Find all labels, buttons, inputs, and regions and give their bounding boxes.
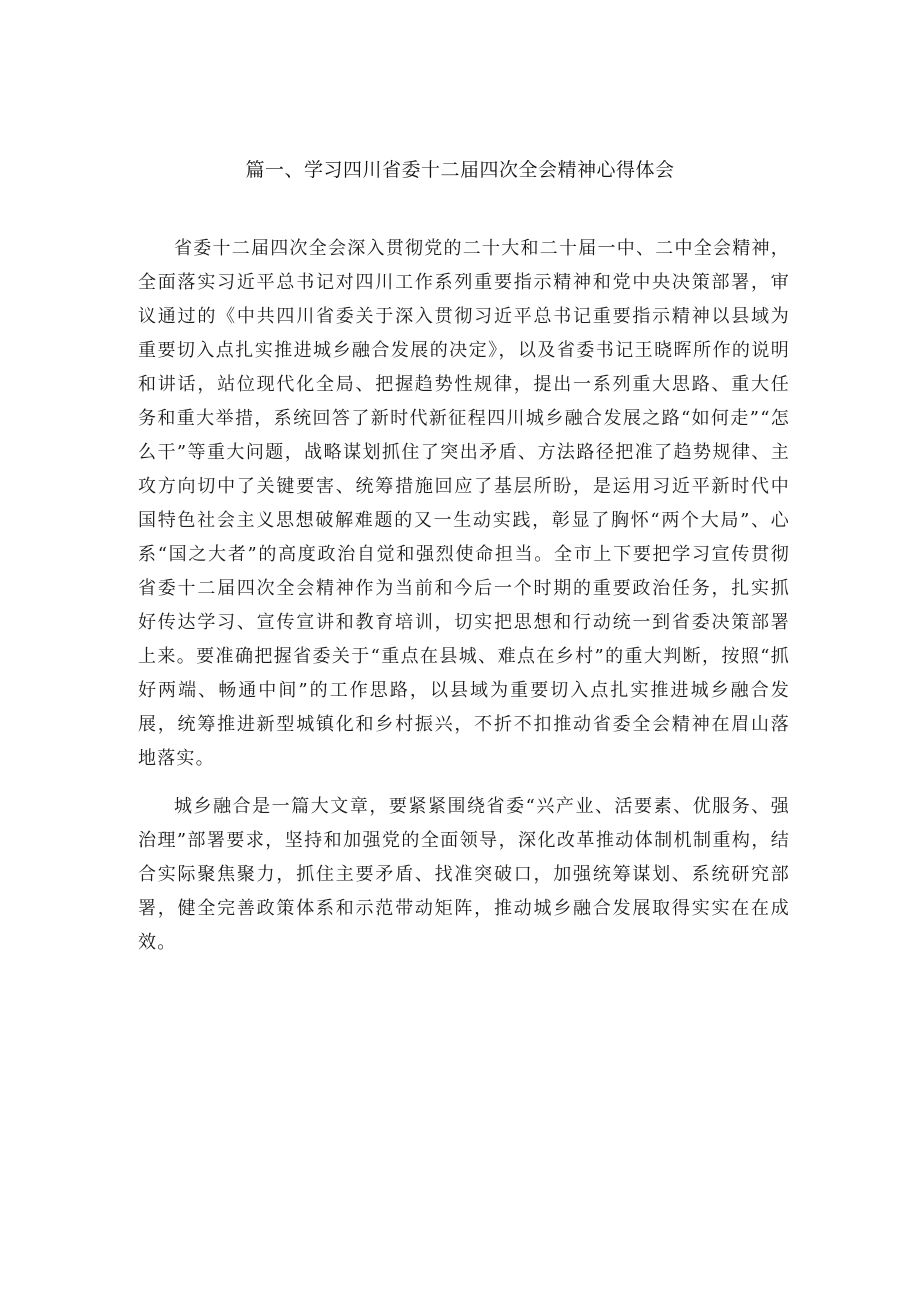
paragraph-2: 城乡融合是一篇大文章，要紧紧围绕省委“兴产业、活要素、优服务、强治理”部署要求，坚持和加强党的全面领导，深化改革推动体制机制重构，结合实际聚焦聚力，抓住主要矛盾、找准突破口，加强统筹谋划、系统研究部署，健全完善政策体系和示范带动矩阵，推动城乡融合发展取得实实在在成效。 [138, 796, 790, 953]
paragraph-1: 省委十二届四次全会深入贯彻党的二十大和二十届一中、二中全会精神，全面落实习近平总书记对四川工作系列重要指示精神和党中央决策部署，审议通过的《中共四川省委关于深入贯彻习近平总书记重要指示精神以县域为重要切入点扎实推进城乡融合发展的决定》，以及省委书记王晓晖所作的说明和讲话，站位现代化全局、把握趋势性规律，提出一系列重大思路、重大任务和重大举措，系统回答了新时代新征程四川城乡融合发展之路“如何走”“怎么干”等重大问题，战略谋划抓住了突出矛盾、方法路径把准了趋势规律、主攻方向切中了关键要害、统筹措施回应了基层所盼，是运用习近平新时代中国特色社会主义思想破解难题的又一生动实践，彰显了胸怀“两个大局”、心系“国之大者”的高度政治自觉和强烈使命担当。全市上下要把学习宣传贯彻省委十二届四次全会精神作为当前和今后一个时期的重要政治任务，扎实抓好传达学习、宣传宣讲和教育培训，切实把思想和行动统一到省委决策部署上来。要准确把握省委关于“重点在县城、难点在乡村”的重大判断，按照“抓好两端、畅通中间”的工作思路，以县域为重要切入点扎实推进城乡融合发展，统筹推进新型城镇化和乡村振兴，不折不扣推动省委全会精神在眉山落地落实。 [138, 238, 790, 769]
document-body [138, 232, 790, 974]
document-title: 篇一、学习四川省委十二届四次全会精神心得体会 [245, 159, 675, 181]
